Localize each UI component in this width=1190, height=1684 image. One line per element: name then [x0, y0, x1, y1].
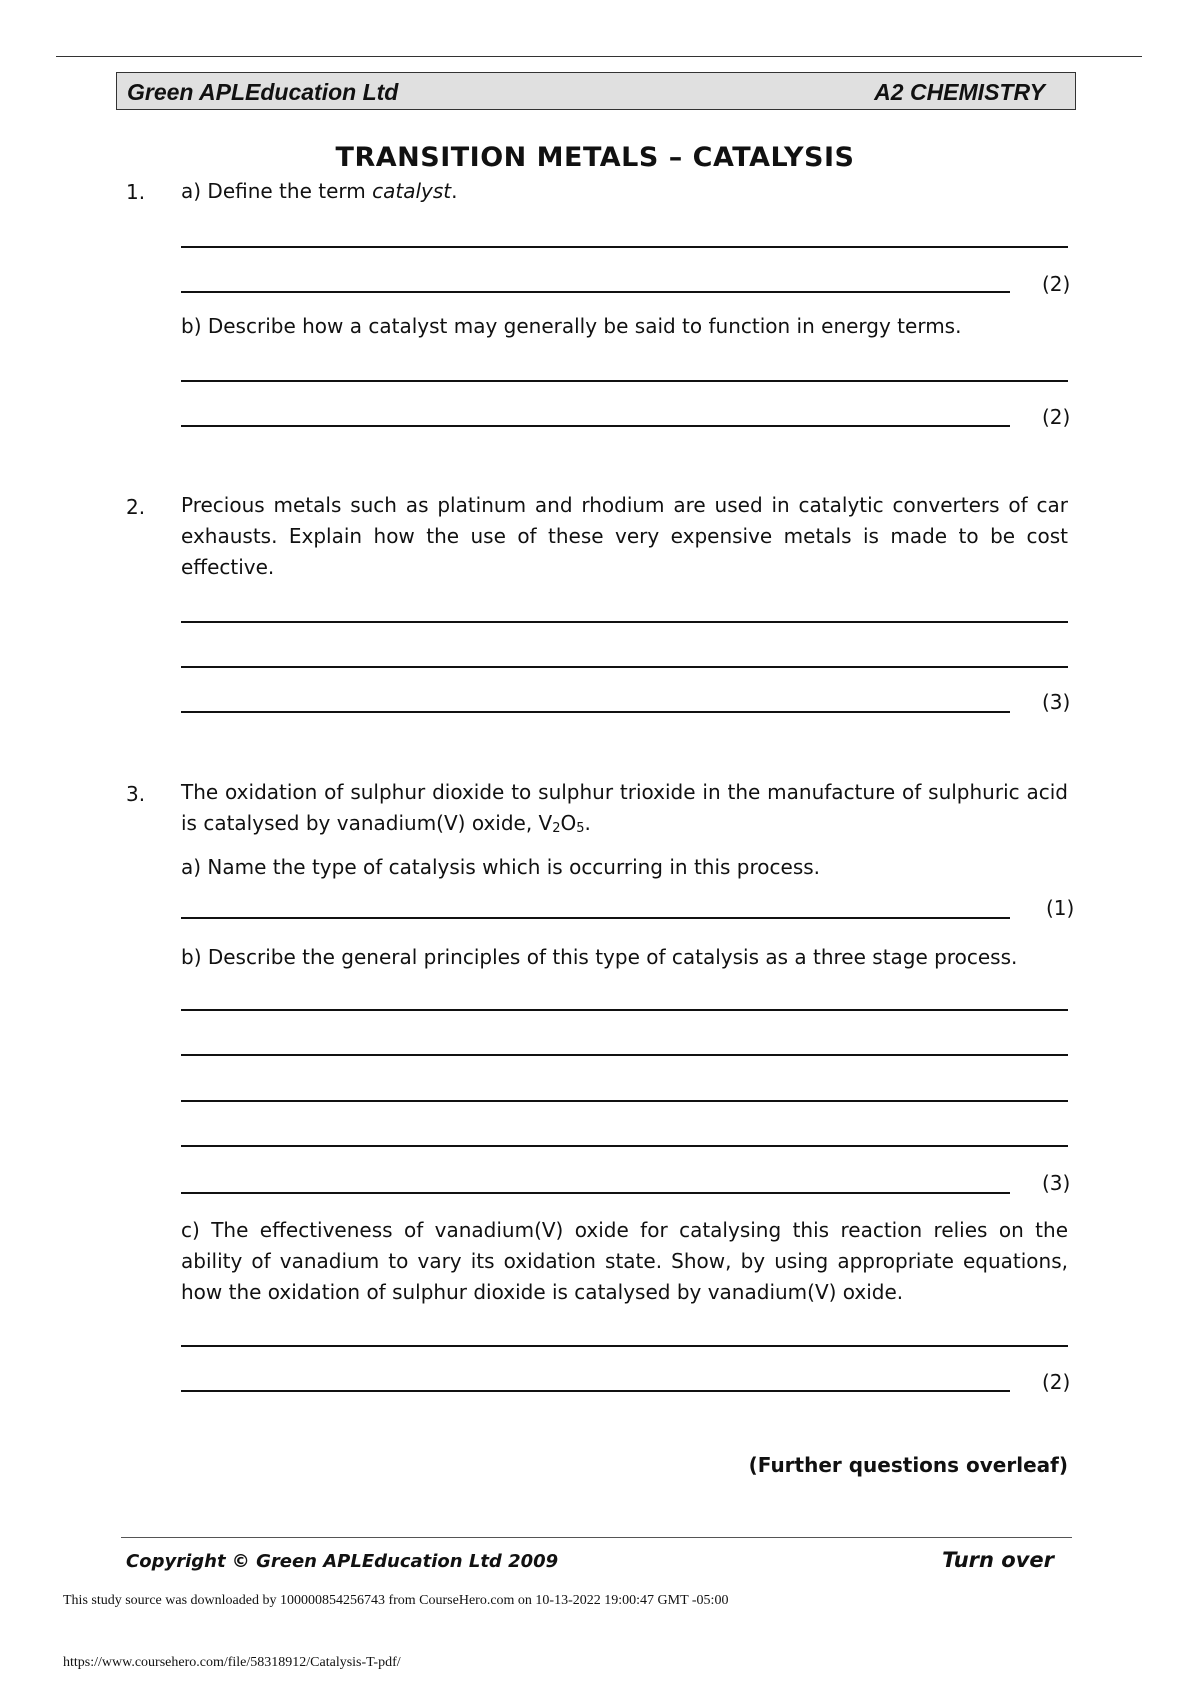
- course-name: A2 CHEMISTRY: [874, 79, 1045, 105]
- answer-line[interactable]: [181, 425, 1010, 427]
- answer-line[interactable]: [181, 1145, 1068, 1147]
- answer-line[interactable]: [181, 621, 1068, 623]
- question-1a-text: a) Define the term catalyst.: [181, 179, 458, 203]
- answer-line[interactable]: [181, 1009, 1068, 1011]
- answer-line[interactable]: [181, 1345, 1068, 1347]
- answer-line[interactable]: [181, 1054, 1068, 1056]
- publisher-name: Green APLEducation Ltd: [127, 79, 399, 105]
- answer-line[interactable]: [181, 380, 1068, 382]
- marks-label: (2): [1042, 1370, 1071, 1394]
- answer-line[interactable]: [181, 711, 1010, 713]
- answer-line[interactable]: [181, 1100, 1068, 1102]
- answer-line[interactable]: [181, 1390, 1010, 1392]
- question-3c-text: c) The effectiveness of vanadium(V) oxide for catalysing this reaction relies on the ability of vanadium to vary its oxidation state. Show, by using appropriate equations, how the oxidation of sulphur dioxide is catalysed by vanadium(V) oxide.: [181, 1218, 1068, 1304]
- answer-line[interactable]: [181, 291, 1010, 293]
- top-rule: [56, 56, 1142, 57]
- marks-label: (3): [1042, 1171, 1071, 1195]
- answer-line[interactable]: [181, 246, 1068, 248]
- question-1b-text: b) Describe how a catalyst may generally be said to function in energy terms.: [181, 314, 962, 338]
- page-title: TRANSITION METALS – CATALYSIS: [335, 142, 855, 173]
- further-questions-note: (Further questions overleaf): [748, 1453, 1068, 1477]
- question-1-number: 1.: [126, 180, 146, 204]
- question-3-number: 3.: [126, 782, 146, 806]
- copyright-notice: Copyright © Green APLEducation Ltd 2009: [126, 1551, 559, 1572]
- question-3a-text: a) Name the type of catalysis which is occurring in this process.: [181, 855, 821, 879]
- marks-label: (2): [1042, 272, 1071, 296]
- answer-line[interactable]: [181, 666, 1068, 668]
- answer-line[interactable]: [181, 1192, 1010, 1194]
- question-3-intro: The oxidation of sulphur dioxide to sulphur trioxide in the manufacture of sulphuric acid is catalysed by vanadium(V) oxide, $V_2O_5$.: [181, 780, 1068, 836]
- answer-line[interactable]: [181, 917, 1010, 919]
- download-source-note: This study source was downloaded by 100000854256743 from CourseHero.com on 10-13-2022 19:00:47 GMT -05:00: [63, 1593, 729, 1608]
- source-url[interactable]: https://www.coursehero.com/file/58318912/Catalysis-T-pdf/: [63, 1655, 401, 1670]
- marks-label: (2): [1042, 405, 1071, 429]
- question-2-number: 2.: [126, 495, 146, 519]
- question-2-text: Precious metals such as platinum and rhodium are used in catalytic converters of car exhausts. Explain how the use of these very expensive metals is made to be cost effective.: [181, 493, 1068, 579]
- footer-rule: [121, 1537, 1072, 1538]
- marks-label: (1): [1046, 896, 1075, 920]
- catalyst-term: catalyst: [372, 179, 452, 203]
- marks-label: (3): [1042, 690, 1071, 714]
- page-header: [116, 72, 1076, 110]
- turn-over-label: Turn over: [942, 1548, 1054, 1572]
- question-3b-text: b) Describe the general principles of this type of catalysis as a three stage process.: [181, 945, 1018, 969]
